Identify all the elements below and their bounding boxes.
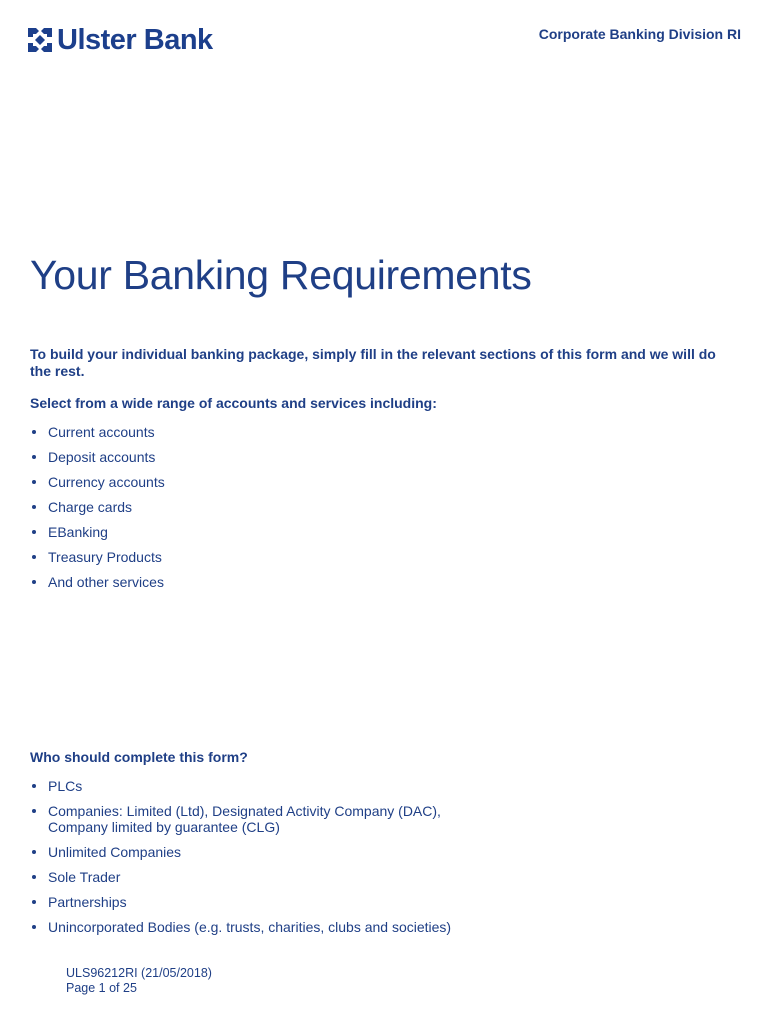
list-item: PLCs: [30, 778, 500, 794]
list-item: Sole Trader: [30, 869, 500, 885]
list-item: Unincorporated Bodies (e.g. trusts, charities, clubs and societies): [30, 919, 500, 935]
footer: [66, 966, 212, 996]
ulster-bank-logo: [27, 25, 213, 55]
logo-wordmark: Ulster Bank: [57, 24, 213, 56]
list-item: Unlimited Companies: [30, 844, 500, 860]
accounts-list: [30, 424, 165, 599]
list-item: Charge cards: [30, 499, 165, 515]
list-item: Currency accounts: [30, 474, 165, 490]
list-item: Treasury Products: [30, 549, 165, 565]
ulster-bank-logo-icon: [27, 27, 53, 53]
page-number: Page 1 of 25: [66, 981, 137, 995]
list-item: And other services: [30, 574, 165, 590]
list-item: EBanking: [30, 524, 165, 540]
form-reference: ULS96212RI (21/05/2018): [66, 966, 212, 980]
who-heading: Who should complete this form?: [30, 749, 248, 765]
list-item: Companies: Limited (Ltd), Designated Activity Company (DAC), Company limited by guarantee (CLG): [30, 803, 500, 835]
intro-text: To build your individual banking package, simply fill in the relevant sections of this form and we will do the rest.: [30, 346, 716, 379]
division-label: Corporate Banking Division RI: [538, 26, 741, 42]
page-title: Your Banking Requirements: [30, 252, 532, 298]
accounts-heading: Select from a wide range of accounts and services including:: [30, 395, 437, 411]
list-item: Deposit accounts: [30, 449, 165, 465]
list-item: Current accounts: [30, 424, 165, 440]
who-list: [30, 778, 500, 944]
list-item: Partnerships: [30, 894, 500, 910]
